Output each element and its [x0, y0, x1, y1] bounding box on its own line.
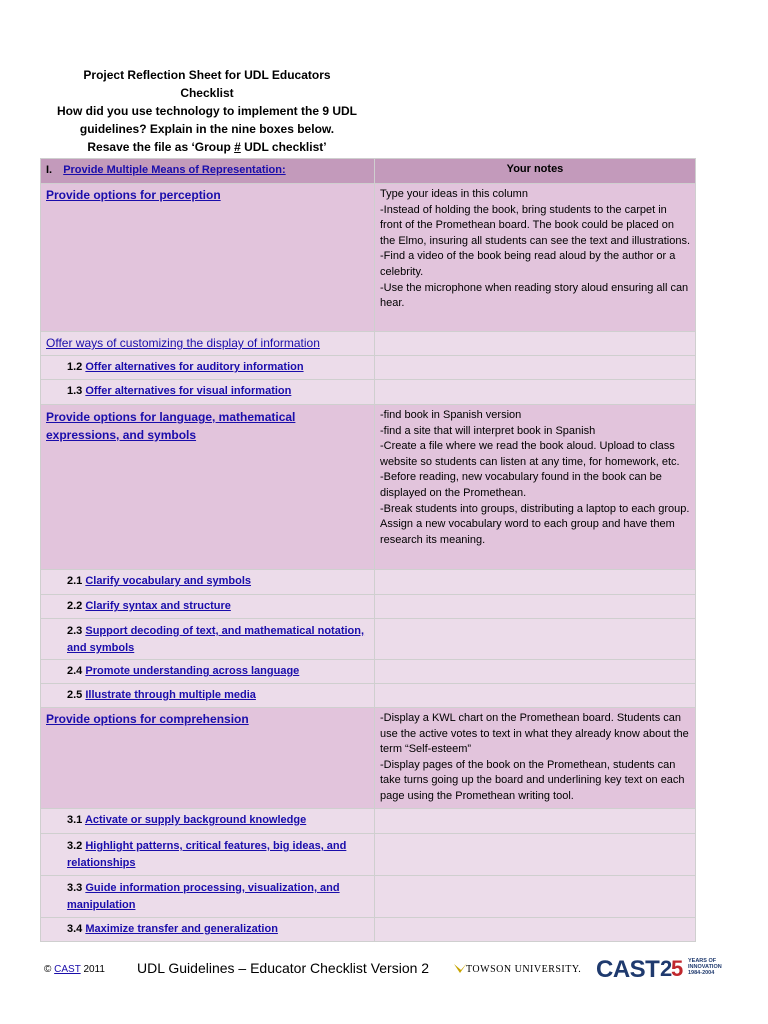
guideline-notes[interactable] — [375, 918, 696, 942]
guideline-3-4 — [41, 918, 375, 942]
section-number: I. — [46, 164, 53, 176]
language-title-cell — [41, 405, 375, 570]
svg-text:5: 5 — [671, 956, 684, 981]
guideline-row-2-2 — [41, 595, 696, 619]
comprehension-notes[interactable] — [375, 708, 696, 809]
header-question-line2: guidelines? Explain in the nine boxes below. — [79, 122, 335, 136]
cast-badge-text — [688, 958, 722, 976]
guideline-2-5 — [41, 684, 375, 708]
guideline-link[interactable]: Maximize transfer and generalization — [85, 923, 278, 935]
comprehension-note-0: -Display a KWL chart on the Promethean board. Students can use the active votes to text in what they already know about the term “Self-esteem” — [380, 712, 689, 756]
guideline-notes[interactable] — [375, 356, 696, 380]
badge-line: YEARS OF — [688, 958, 717, 964]
guideline-1-3 — [41, 380, 375, 405]
guideline-link[interactable]: Promote understanding across language — [85, 665, 300, 677]
guideline-number: 3.2 — [67, 840, 83, 852]
language-note-0: -find book in Spanish version — [380, 409, 522, 421]
guideline-row-2-3 — [41, 619, 696, 660]
resave-post: UDL checklist’ — [240, 140, 327, 154]
section-title-cell — [41, 159, 375, 184]
guideline-notes[interactable] — [375, 380, 696, 405]
cast-logo: CAST — [596, 956, 660, 983]
guideline-2-2 — [41, 595, 375, 619]
language-note-3: -Before reading, new vocabulary found in the book can be displayed on the Promethean. — [380, 471, 662, 499]
customize-display-notes[interactable] — [375, 332, 696, 356]
guideline-2-3 — [41, 619, 375, 660]
guideline-number: 2.3 — [67, 625, 83, 637]
document-header — [40, 66, 374, 156]
header-title-line2: Checklist — [180, 86, 234, 100]
header-resave-line — [40, 138, 374, 156]
guideline-number: 2.2 — [67, 600, 83, 612]
guideline-row-1-2 — [41, 356, 696, 380]
svg-text:2: 2 — [660, 956, 673, 981]
page-footer — [40, 958, 730, 988]
guideline-link[interactable]: Clarify syntax and structure — [85, 600, 231, 612]
guideline-row-3-3 — [41, 876, 696, 918]
cast-link[interactable]: CAST — [54, 964, 81, 975]
guideline-notes[interactable] — [375, 595, 696, 619]
language-note-1: -find a site that will interpret book in Spanish — [380, 424, 596, 437]
resave-pre: Resave the file as ‘Group — [87, 140, 235, 154]
guideline-number: 2.5 — [67, 689, 83, 701]
language-notes[interactable] — [375, 405, 696, 570]
customize-display-link[interactable]: Offer ways of customizing the display of information — [46, 336, 320, 350]
comprehension-link[interactable]: Provide options for comprehension — [46, 712, 249, 726]
guideline-row-3-2 — [41, 834, 696, 876]
guideline-link[interactable]: Guide information processing, visualization, and manipulation — [67, 882, 340, 911]
guideline-notes[interactable] — [375, 570, 696, 595]
perception-row — [41, 184, 696, 332]
perception-note-0: Type your ideas in this column — [380, 188, 528, 200]
perception-note-3: -Use the microphone when reading story aloud ensuring all can hear. — [380, 281, 689, 310]
guideline-number: 1.2 — [67, 361, 83, 373]
guideline-notes[interactable] — [375, 684, 696, 708]
guideline-3-2 — [41, 834, 375, 876]
guideline-number: 2.1 — [67, 575, 83, 587]
guideline-3-3 — [41, 876, 375, 918]
guideline-notes[interactable] — [375, 876, 696, 918]
perception-link[interactable]: Provide options for perception — [46, 188, 221, 202]
perception-note-1: -Instead of holding the book, bring students to the carpet in front of the Promethean board. The book could be placed on the Elmo, insuring all students can see the text and illustrations. — [380, 203, 691, 247]
guideline-number: 2.4 — [67, 665, 83, 677]
guideline-link[interactable]: Highlight patterns, critical features, big ideas, and relationships — [67, 840, 347, 869]
guideline-row-1-3 — [41, 380, 696, 405]
guideline-2-4 — [41, 660, 375, 684]
badge-line: INNOVATION — [688, 964, 722, 970]
header-title-line1: Project Reflection Sheet for UDL Educators — [83, 68, 331, 82]
guideline-2-1 — [41, 570, 375, 595]
guideline-3-1 — [41, 809, 375, 834]
language-row — [41, 405, 696, 570]
guideline-row-3-1 — [41, 809, 696, 834]
language-note-4: -Break students into groups, distributing a laptop to each group. Assign a new vocabulary word to each group and have them research its meaning. — [380, 502, 690, 546]
guideline-1-2 — [41, 356, 375, 380]
guideline-notes[interactable] — [375, 660, 696, 684]
guideline-link[interactable]: Activate or supply background knowledge — [84, 814, 307, 826]
guideline-number: 1.3 — [67, 385, 83, 397]
copyright-year: 2011 — [83, 964, 105, 975]
guideline-row-3-4 — [41, 918, 696, 942]
guideline-link[interactable]: Illustrate through multiple media — [85, 689, 256, 701]
guideline-notes[interactable] — [375, 834, 696, 876]
guideline-row-2-4 — [41, 660, 696, 684]
language-link[interactable]: Provide options for language, mathematical expressions, and symbols — [46, 410, 296, 442]
badge-line: 1984-2004 — [688, 970, 715, 976]
header-question-line1: How did you use technology to implement the 9 UDL — [56, 104, 358, 118]
checklist-table — [40, 158, 696, 942]
resave-hash: # — [234, 140, 241, 154]
cast-25-badge-icon — [660, 954, 688, 984]
guideline-notes[interactable] — [375, 809, 696, 834]
footer-title: UDL Guidelines – Educator Checklist Version 2 — [137, 960, 430, 976]
perception-note-2: -Find a video of the book being read aloud by the author or a celebrity. — [380, 250, 676, 278]
comprehension-title-cell — [41, 708, 375, 809]
guideline-number: 3.4 — [67, 923, 83, 935]
section-header-row — [41, 159, 696, 184]
language-note-2: -Create a file where we read the book aloud. Upload to class website so students can listen at any time, for homework, etc. — [380, 440, 680, 468]
perception-notes[interactable] — [375, 184, 696, 332]
guideline-link[interactable]: Offer alternatives for visual information — [85, 385, 292, 397]
customize-display-row — [41, 332, 696, 356]
guideline-link[interactable]: Offer alternatives for auditory information — [85, 361, 304, 373]
guideline-number: 3.3 — [67, 882, 83, 894]
towson-logo: TOWSON UNIVERSITY. — [466, 964, 582, 975]
guideline-number: 3.1 — [67, 814, 83, 826]
customize-display-cell — [41, 332, 375, 356]
copyright-symbol: © — [44, 964, 52, 975]
perception-title-cell — [41, 184, 375, 332]
notes-header: Your notes — [375, 159, 696, 184]
guideline-row-2-1 — [41, 570, 696, 595]
guideline-link[interactable]: Clarify vocabulary and symbols — [85, 575, 252, 587]
guideline-notes[interactable] — [375, 619, 696, 660]
section-title-link[interactable]: Provide Multiple Means of Representation: — [63, 164, 286, 176]
guideline-row-2-5 — [41, 684, 696, 708]
comprehension-note-1: -Display pages of the book on the Promethean, students can take turns going up the board and underlining key text on each page using the Promethean writing tool. — [380, 758, 685, 802]
guideline-link[interactable]: Support decoding of text, and mathematical notation, and symbols — [67, 625, 365, 654]
comprehension-row — [41, 708, 696, 809]
copyright — [44, 964, 105, 975]
